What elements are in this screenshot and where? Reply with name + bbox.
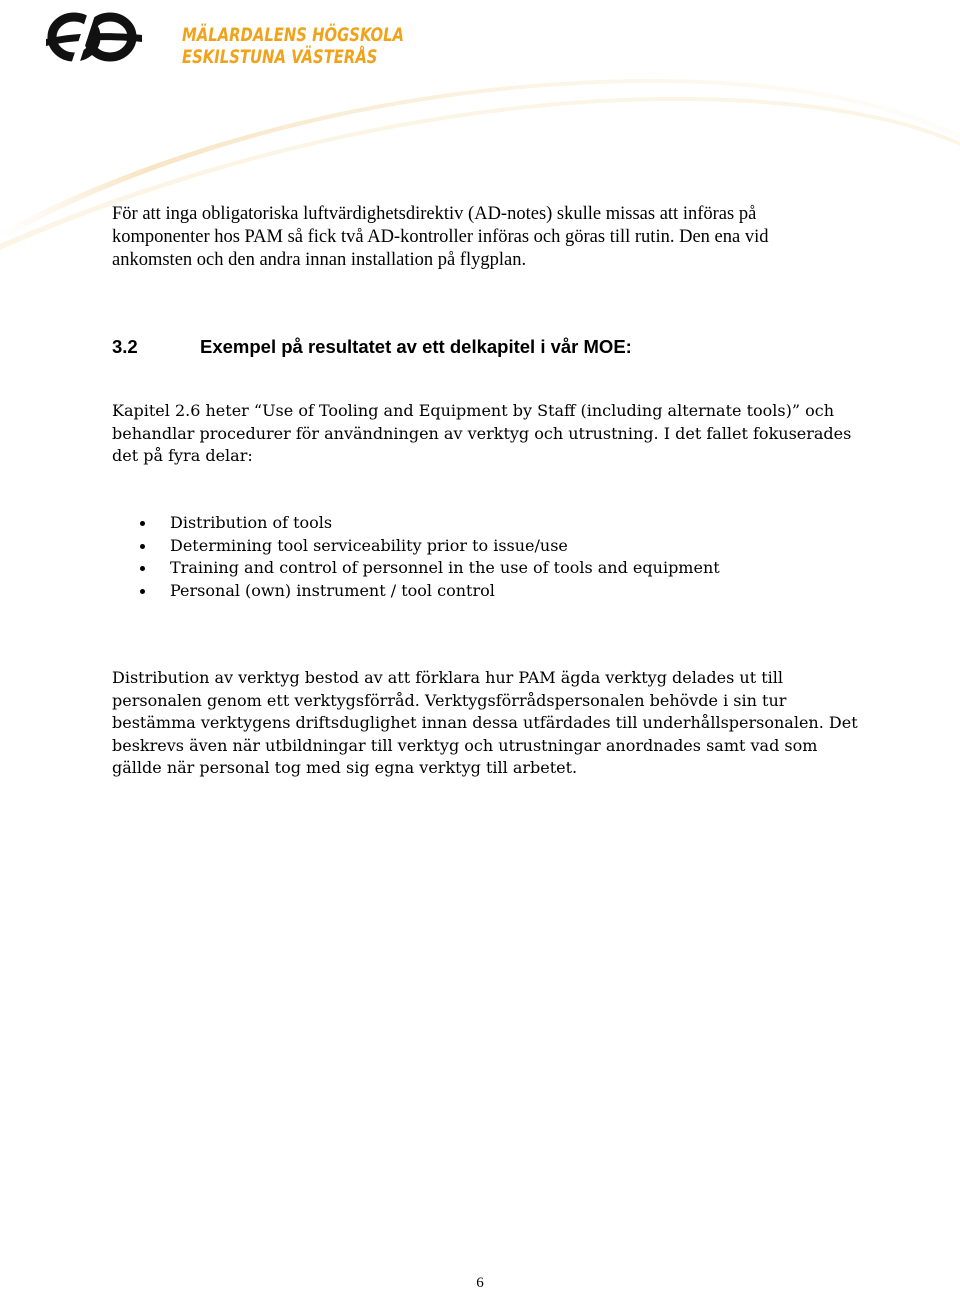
paragraph-ad-notes: För att inga obligatoriska luftvärdighetsdirektiv (AD-notes) skulle missas att införas på komponenter hos PAM så fick två AD-kontroller införas och göras till rutin. Den ena vid ankomsten och den andra innan installation på flygplan. [112,204,769,270]
page-number: 6 [476,1275,484,1291]
university-logo [44,12,405,68]
bullet-icon [140,544,145,549]
list-item [136,535,720,558]
paragraph-distribution: Distribution av verktyg bestod av att förklara hur PAM ägda verktyg delades ut till personalen genom ett verktygsförråd. Verktygsförrådspersonalen behövde i sin tur bestämma verktygens driftsduglighet innan dessa utfärdades till underhållspersonalen. Det beskrevs även när utbildningar till verktyg och utrustningar anordnades samt vad som gällde när personal tog med sig egna verktyg till arbetet. [112,668,858,777]
paragraph-chapter-intro: Kapitel 2.6 heter “Use of Tooling and Equipment by Staff (including alternate tools)” och behandlar procedurer för användningen av verktyg och utrustning. I det fallet fokuserades det på fyra delar: [112,401,852,465]
bullet-icon [140,566,145,571]
bullet-icon [140,589,145,594]
list-item-text: Distribution of tools [170,513,333,532]
logo-text-line1: MÄLARDALENS HÖGSKOLA [182,24,405,46]
bullet-list [136,512,720,602]
logo-text-line2: ESKILSTUNA VÄSTERÅS [182,46,378,68]
list-item [136,557,720,580]
section-heading [112,336,632,358]
list-item-text: Training and control of personnel in the use of tools and equipment [170,558,720,577]
logo-emblem-icon [44,12,144,62]
list-item-text: Determining tool serviceability prior to issue/use [170,535,568,555]
bullet-icon [140,521,145,526]
list-item [136,580,720,603]
list-item [136,512,720,535]
section-number: 3.2 [112,336,138,357]
section-title: Exempel på resultatet av ett delkapitel i vår MOE: [200,336,632,357]
list-item-text: Personal (own) instrument / tool control [170,580,495,600]
